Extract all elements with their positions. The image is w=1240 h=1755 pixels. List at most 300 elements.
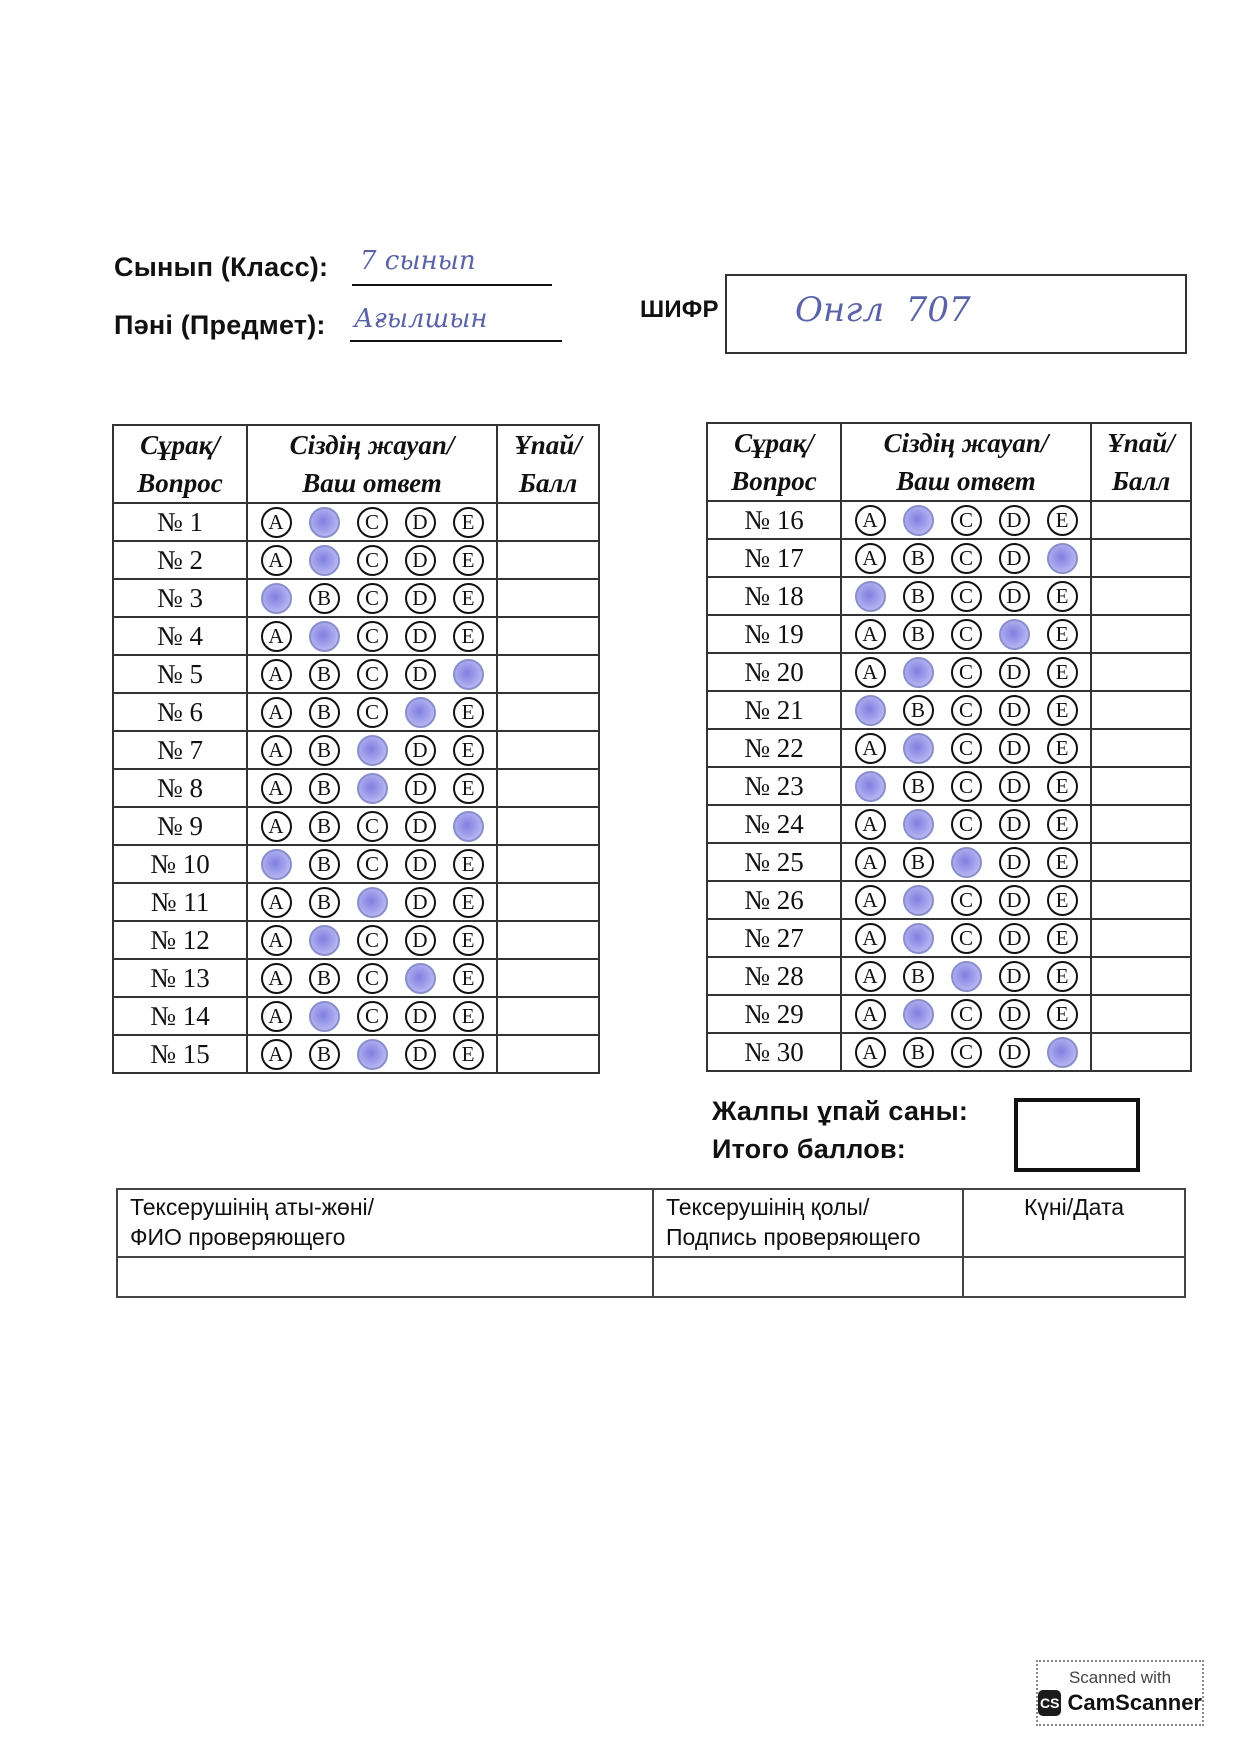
option-bubble-c[interactable]: C bbox=[951, 505, 982, 536]
answer-row bbox=[707, 539, 1191, 577]
option-bubble-a[interactable] bbox=[261, 849, 292, 880]
question-header: Сұрақ/ Вопрос bbox=[707, 423, 841, 501]
score-cell[interactable] bbox=[1091, 729, 1191, 767]
question-number: № 19 bbox=[707, 615, 841, 653]
answer-header: Сіздің жауап/ Ваш ответ bbox=[247, 425, 497, 503]
option-bubble-e[interactable]: E bbox=[453, 1039, 484, 1070]
question-number: № 16 bbox=[707, 501, 841, 539]
score-cell[interactable] bbox=[1091, 577, 1191, 615]
option-bubble-b[interactable] bbox=[309, 545, 340, 576]
option-bubble-c[interactable]: C bbox=[951, 543, 982, 574]
question-number: № 23 bbox=[707, 767, 841, 805]
option-bubble-e[interactable]: E bbox=[1047, 809, 1078, 840]
answer-options bbox=[247, 769, 497, 807]
option-bubble-d[interactable]: D bbox=[405, 773, 436, 804]
option-bubble-d[interactable]: D bbox=[999, 771, 1030, 802]
score-cell[interactable] bbox=[497, 921, 599, 959]
question-number: № 26 bbox=[707, 881, 841, 919]
question-number: № 27 bbox=[707, 919, 841, 957]
option-bubble-c[interactable] bbox=[951, 961, 982, 992]
option-bubble-c[interactable]: C bbox=[951, 695, 982, 726]
score-header: Ұпай/ Балл bbox=[1091, 423, 1191, 501]
option-bubble-b[interactable]: B bbox=[309, 583, 340, 614]
cipher-box[interactable] bbox=[725, 274, 1187, 354]
option-bubble-b[interactable] bbox=[309, 507, 340, 538]
answer-options bbox=[841, 577, 1091, 615]
option-bubble-e[interactable]: E bbox=[1047, 657, 1078, 688]
option-bubble-c[interactable] bbox=[357, 1039, 388, 1070]
score-cell[interactable] bbox=[497, 503, 599, 541]
answer-row bbox=[707, 957, 1191, 995]
question-number: № 14 bbox=[113, 997, 247, 1035]
answer-row bbox=[113, 997, 599, 1035]
option-bubble-b[interactable] bbox=[309, 925, 340, 956]
answer-options bbox=[841, 501, 1091, 539]
option-bubble-c[interactable]: C bbox=[951, 923, 982, 954]
watermark-brand bbox=[1038, 1690, 1202, 1716]
question-number: № 6 bbox=[113, 693, 247, 731]
answer-options bbox=[841, 729, 1091, 767]
question-number: № 3 bbox=[113, 579, 247, 617]
option-bubble-d[interactable]: D bbox=[405, 811, 436, 842]
option-bubble-e[interactable] bbox=[1047, 1037, 1078, 1068]
option-bubble-d[interactable]: D bbox=[999, 847, 1030, 878]
option-bubble-c[interactable]: C bbox=[357, 811, 388, 842]
option-bubble-b[interactable]: B bbox=[309, 887, 340, 918]
question-number: № 4 bbox=[113, 617, 247, 655]
total-label-ru: Итого баллов: bbox=[712, 1134, 906, 1164]
score-cell[interactable] bbox=[497, 541, 599, 579]
option-bubble-a[interactable]: A bbox=[855, 809, 886, 840]
score-cell[interactable] bbox=[1091, 615, 1191, 653]
option-bubble-b[interactable]: B bbox=[903, 771, 934, 802]
subject-label: Пәні (Предмет): bbox=[114, 310, 326, 340]
option-bubble-a[interactable]: A bbox=[261, 963, 292, 994]
option-bubble-c[interactable]: C bbox=[951, 999, 982, 1030]
option-bubble-e[interactable]: E bbox=[1047, 847, 1078, 878]
option-bubble-e[interactable] bbox=[453, 659, 484, 690]
answer-options bbox=[841, 843, 1091, 881]
question-number: № 2 bbox=[113, 541, 247, 579]
option-bubble-d[interactable] bbox=[999, 619, 1030, 650]
answer-row bbox=[113, 1035, 599, 1073]
option-bubble-a[interactable]: A bbox=[261, 545, 292, 576]
option-bubble-d[interactable]: D bbox=[999, 543, 1030, 574]
score-cell[interactable] bbox=[497, 731, 599, 769]
option-bubble-a[interactable]: A bbox=[855, 657, 886, 688]
option-bubble-c[interactable]: C bbox=[951, 581, 982, 612]
option-bubble-a[interactable]: A bbox=[261, 1039, 292, 1070]
answer-row bbox=[113, 503, 599, 541]
total-label-kz: Жалпы ұпай саны: bbox=[712, 1096, 969, 1126]
answer-row bbox=[707, 881, 1191, 919]
answer-row bbox=[707, 843, 1191, 881]
option-bubble-a[interactable]: A bbox=[855, 1037, 886, 1068]
class-label: Сынып (Класс): bbox=[114, 252, 329, 282]
option-bubble-d[interactable]: D bbox=[999, 961, 1030, 992]
option-bubble-e[interactable]: E bbox=[1047, 771, 1078, 802]
option-bubble-d[interactable]: D bbox=[999, 923, 1030, 954]
option-bubble-a[interactable]: A bbox=[261, 773, 292, 804]
answer-row bbox=[707, 577, 1191, 615]
score-cell[interactable] bbox=[1091, 881, 1191, 919]
option-bubble-b[interactable] bbox=[903, 809, 934, 840]
answer-row bbox=[707, 805, 1191, 843]
option-bubble-b[interactable]: B bbox=[903, 1037, 934, 1068]
answer-row bbox=[113, 655, 599, 693]
option-bubble-a[interactable]: A bbox=[261, 697, 292, 728]
option-bubble-c[interactable]: C bbox=[951, 809, 982, 840]
answer-options bbox=[247, 503, 497, 541]
question-number: № 11 bbox=[113, 883, 247, 921]
score-cell[interactable] bbox=[497, 579, 599, 617]
date-header: Күні/Дата bbox=[963, 1189, 1185, 1257]
answer-table-right bbox=[706, 422, 1192, 1072]
option-bubble-b[interactable] bbox=[309, 621, 340, 652]
option-bubble-d[interactable]: D bbox=[999, 581, 1030, 612]
question-number: № 22 bbox=[707, 729, 841, 767]
option-bubble-a[interactable]: A bbox=[261, 1001, 292, 1032]
option-bubble-d[interactable]: D bbox=[405, 1039, 436, 1070]
answer-options bbox=[841, 957, 1091, 995]
answer-table-header bbox=[707, 423, 1191, 501]
score-cell[interactable] bbox=[1091, 805, 1191, 843]
option-bubble-c[interactable] bbox=[357, 887, 388, 918]
cipher-label: ШИФР bbox=[640, 296, 719, 323]
option-bubble-d[interactable]: D bbox=[999, 999, 1030, 1030]
option-bubble-e[interactable]: E bbox=[1047, 581, 1078, 612]
score-cell[interactable] bbox=[1091, 957, 1191, 995]
answer-options bbox=[247, 959, 497, 997]
option-bubble-d[interactable]: D bbox=[999, 505, 1030, 536]
score-cell[interactable] bbox=[497, 997, 599, 1035]
option-bubble-b[interactable]: B bbox=[309, 735, 340, 766]
question-number: № 13 bbox=[113, 959, 247, 997]
option-bubble-e[interactable]: E bbox=[1047, 923, 1078, 954]
option-bubble-b[interactable]: B bbox=[309, 849, 340, 880]
answer-row bbox=[707, 729, 1191, 767]
answer-row bbox=[113, 579, 599, 617]
total-score-box[interactable] bbox=[1014, 1098, 1140, 1172]
answer-row bbox=[113, 731, 599, 769]
question-number: № 28 bbox=[707, 957, 841, 995]
option-bubble-c[interactable]: C bbox=[357, 659, 388, 690]
score-cell[interactable] bbox=[497, 807, 599, 845]
score-cell[interactable] bbox=[497, 655, 599, 693]
option-bubble-e[interactable]: E bbox=[453, 773, 484, 804]
option-bubble-a[interactable]: A bbox=[261, 811, 292, 842]
examiner-table bbox=[116, 1188, 1186, 1298]
option-bubble-b[interactable]: B bbox=[903, 543, 934, 574]
option-bubble-d[interactable] bbox=[405, 697, 436, 728]
answer-row bbox=[113, 921, 599, 959]
option-bubble-d[interactable]: D bbox=[405, 1001, 436, 1032]
question-number: № 5 bbox=[113, 655, 247, 693]
subject-handwritten-value: Ағылшын bbox=[354, 304, 488, 334]
option-bubble-e[interactable]: E bbox=[1047, 733, 1078, 764]
examiner-signature-header: Тексерушінің қолы/ Подпись проверяющего bbox=[653, 1189, 963, 1257]
score-cell[interactable] bbox=[1091, 919, 1191, 957]
option-bubble-e[interactable]: E bbox=[453, 507, 484, 538]
option-bubble-e[interactable]: E bbox=[453, 887, 484, 918]
question-number: № 9 bbox=[113, 807, 247, 845]
answer-row bbox=[113, 769, 599, 807]
answer-options bbox=[247, 655, 497, 693]
option-bubble-d[interactable]: D bbox=[405, 545, 436, 576]
question-number: № 12 bbox=[113, 921, 247, 959]
answer-table-left bbox=[112, 424, 600, 1074]
option-bubble-d[interactable]: D bbox=[405, 659, 436, 690]
option-bubble-a[interactable]: A bbox=[855, 885, 886, 916]
score-cell[interactable] bbox=[1091, 1033, 1191, 1071]
option-bubble-d[interactable]: D bbox=[999, 657, 1030, 688]
question-number: № 18 bbox=[707, 577, 841, 615]
option-bubble-e[interactable]: E bbox=[453, 735, 484, 766]
answer-options bbox=[841, 995, 1091, 1033]
examiner-signature-cell[interactable] bbox=[653, 1257, 963, 1297]
answer-options bbox=[841, 539, 1091, 577]
question-number: № 30 bbox=[707, 1033, 841, 1071]
option-bubble-d[interactable]: D bbox=[405, 507, 436, 538]
option-bubble-a[interactable]: A bbox=[261, 507, 292, 538]
answer-row bbox=[707, 1033, 1191, 1071]
option-bubble-c[interactable]: C bbox=[951, 619, 982, 650]
option-bubble-a[interactable] bbox=[855, 771, 886, 802]
answer-header: Сіздің жауап/ Ваш ответ bbox=[841, 423, 1091, 501]
option-bubble-b[interactable]: B bbox=[903, 961, 934, 992]
option-bubble-a[interactable]: A bbox=[855, 847, 886, 878]
question-number: № 8 bbox=[113, 769, 247, 807]
question-number: № 21 bbox=[707, 691, 841, 729]
option-bubble-d[interactable] bbox=[405, 963, 436, 994]
option-bubble-b[interactable]: B bbox=[309, 963, 340, 994]
option-bubble-d[interactable]: D bbox=[999, 733, 1030, 764]
option-bubble-a[interactable]: A bbox=[261, 735, 292, 766]
answer-row bbox=[113, 959, 599, 997]
question-header: Сұрақ/ Вопрос bbox=[113, 425, 247, 503]
option-bubble-e[interactable]: E bbox=[453, 1001, 484, 1032]
option-bubble-e[interactable]: E bbox=[453, 621, 484, 652]
option-bubble-a[interactable]: A bbox=[855, 619, 886, 650]
answer-options bbox=[247, 1035, 497, 1073]
option-bubble-e[interactable]: E bbox=[1047, 885, 1078, 916]
answer-row bbox=[707, 615, 1191, 653]
option-bubble-c[interactable]: C bbox=[357, 507, 388, 538]
option-bubble-e[interactable]: E bbox=[453, 963, 484, 994]
option-bubble-c[interactable] bbox=[357, 773, 388, 804]
date-cell[interactable] bbox=[963, 1257, 1185, 1297]
answer-options bbox=[247, 921, 497, 959]
option-bubble-b[interactable]: B bbox=[903, 619, 934, 650]
option-bubble-b[interactable] bbox=[903, 733, 934, 764]
option-bubble-d[interactable]: D bbox=[405, 887, 436, 918]
question-number: № 17 bbox=[707, 539, 841, 577]
option-bubble-a[interactable]: A bbox=[261, 887, 292, 918]
question-number: № 7 bbox=[113, 731, 247, 769]
option-bubble-a[interactable]: A bbox=[855, 543, 886, 574]
option-bubble-e[interactable] bbox=[453, 811, 484, 842]
answer-options bbox=[841, 805, 1091, 843]
option-bubble-e[interactable] bbox=[1047, 543, 1078, 574]
answer-options bbox=[841, 1033, 1091, 1071]
score-cell[interactable] bbox=[1091, 501, 1191, 539]
option-bubble-b[interactable] bbox=[903, 505, 934, 536]
score-cell[interactable] bbox=[1091, 843, 1191, 881]
score-cell[interactable] bbox=[497, 693, 599, 731]
score-cell[interactable] bbox=[1091, 653, 1191, 691]
option-bubble-e[interactable]: E bbox=[1047, 619, 1078, 650]
option-bubble-a[interactable]: A bbox=[855, 733, 886, 764]
option-bubble-d[interactable]: D bbox=[405, 735, 436, 766]
answer-row bbox=[707, 767, 1191, 805]
score-cell[interactable] bbox=[497, 1035, 599, 1073]
option-bubble-c[interactable]: C bbox=[951, 657, 982, 688]
answer-options bbox=[247, 617, 497, 655]
answer-row bbox=[113, 807, 599, 845]
option-bubble-e[interactable]: E bbox=[453, 849, 484, 880]
option-bubble-d[interactable]: D bbox=[999, 1037, 1030, 1068]
option-bubble-a[interactable] bbox=[261, 583, 292, 614]
cipher-handwritten-value: Онгл 707 bbox=[795, 290, 971, 330]
question-number: № 10 bbox=[113, 845, 247, 883]
question-number: № 29 bbox=[707, 995, 841, 1033]
answer-row bbox=[113, 617, 599, 655]
examiner-name-cell[interactable] bbox=[117, 1257, 653, 1297]
option-bubble-b[interactable]: B bbox=[309, 773, 340, 804]
option-bubble-c[interactable]: C bbox=[357, 1001, 388, 1032]
option-bubble-e[interactable]: E bbox=[453, 583, 484, 614]
option-bubble-b[interactable]: B bbox=[903, 581, 934, 612]
option-bubble-c[interactable]: C bbox=[357, 621, 388, 652]
watermark-line1: Scanned with bbox=[1068, 1668, 1172, 1687]
answer-options bbox=[247, 693, 497, 731]
option-bubble-a[interactable] bbox=[855, 695, 886, 726]
option-bubble-d[interactable]: D bbox=[405, 621, 436, 652]
option-bubble-b[interactable]: B bbox=[903, 695, 934, 726]
option-bubble-d[interactable]: D bbox=[405, 583, 436, 614]
option-bubble-c[interactable]: C bbox=[951, 771, 982, 802]
answer-options bbox=[247, 997, 497, 1035]
option-bubble-c[interactable]: C bbox=[357, 925, 388, 956]
option-bubble-b[interactable] bbox=[903, 923, 934, 954]
answer-row bbox=[707, 501, 1191, 539]
answer-row bbox=[113, 845, 599, 883]
option-bubble-e[interactable]: E bbox=[453, 925, 484, 956]
option-bubble-c[interactable]: C bbox=[357, 583, 388, 614]
answer-row bbox=[707, 995, 1191, 1033]
option-bubble-b[interactable] bbox=[903, 885, 934, 916]
option-bubble-e[interactable]: E bbox=[1047, 505, 1078, 536]
answer-options bbox=[841, 691, 1091, 729]
option-bubble-b[interactable]: B bbox=[309, 811, 340, 842]
option-bubble-c[interactable]: C bbox=[357, 545, 388, 576]
answer-options bbox=[247, 541, 497, 579]
option-bubble-a[interactable]: A bbox=[261, 925, 292, 956]
option-bubble-c[interactable]: C bbox=[951, 1037, 982, 1068]
answer-options bbox=[841, 615, 1091, 653]
option-bubble-d[interactable]: D bbox=[405, 849, 436, 880]
option-bubble-b[interactable] bbox=[903, 657, 934, 688]
option-bubble-e[interactable]: E bbox=[1047, 961, 1078, 992]
option-bubble-c[interactable]: C bbox=[357, 697, 388, 728]
score-cell[interactable] bbox=[497, 959, 599, 997]
option-bubble-d[interactable]: D bbox=[999, 809, 1030, 840]
answer-options bbox=[247, 845, 497, 883]
watermark-line2: CamScanner bbox=[1067, 1690, 1202, 1715]
score-cell[interactable] bbox=[497, 883, 599, 921]
option-bubble-e[interactable]: E bbox=[453, 697, 484, 728]
option-bubble-c[interactable]: C bbox=[951, 885, 982, 916]
answer-options bbox=[247, 579, 497, 617]
answer-row bbox=[707, 653, 1191, 691]
class-handwritten-value: 7 сынып bbox=[360, 246, 476, 276]
option-bubble-e[interactable]: E bbox=[1047, 695, 1078, 726]
option-bubble-e[interactable]: E bbox=[1047, 999, 1078, 1030]
score-cell[interactable] bbox=[1091, 691, 1191, 729]
examiner-name-header: Тексерушінің аты-жөні/ ФИО проверяющего bbox=[117, 1189, 653, 1257]
answer-options bbox=[247, 731, 497, 769]
option-bubble-c[interactable]: C bbox=[357, 849, 388, 880]
option-bubble-d[interactable]: D bbox=[999, 885, 1030, 916]
option-bubble-b[interactable] bbox=[903, 999, 934, 1030]
option-bubble-b[interactable]: B bbox=[903, 847, 934, 878]
option-bubble-c[interactable] bbox=[951, 847, 982, 878]
option-bubble-c[interactable]: C bbox=[951, 733, 982, 764]
option-bubble-c[interactable]: C bbox=[357, 963, 388, 994]
option-bubble-a[interactable]: A bbox=[855, 961, 886, 992]
score-cell[interactable] bbox=[1091, 995, 1191, 1033]
class-field[interactable] bbox=[352, 244, 552, 286]
camscanner-watermark bbox=[1036, 1660, 1204, 1726]
subject-field[interactable] bbox=[350, 300, 562, 342]
question-number: № 15 bbox=[113, 1035, 247, 1073]
camscanner-logo-icon: CS bbox=[1038, 1690, 1061, 1716]
answer-row bbox=[113, 541, 599, 579]
option-bubble-a[interactable]: A bbox=[855, 923, 886, 954]
answer-options bbox=[841, 881, 1091, 919]
option-bubble-e[interactable]: E bbox=[453, 545, 484, 576]
score-cell[interactable] bbox=[497, 769, 599, 807]
question-number: № 1 bbox=[113, 503, 247, 541]
score-cell[interactable] bbox=[497, 617, 599, 655]
option-bubble-d[interactable]: D bbox=[405, 925, 436, 956]
option-bubble-d[interactable]: D bbox=[999, 695, 1030, 726]
option-bubble-a[interactable]: A bbox=[261, 621, 292, 652]
question-number: № 20 bbox=[707, 653, 841, 691]
answer-options bbox=[247, 807, 497, 845]
option-bubble-a[interactable] bbox=[855, 581, 886, 612]
score-cell[interactable] bbox=[1091, 539, 1191, 577]
option-bubble-c[interactable] bbox=[357, 735, 388, 766]
option-bubble-b[interactable] bbox=[309, 1001, 340, 1032]
option-bubble-a[interactable]: A bbox=[855, 999, 886, 1030]
option-bubble-b[interactable]: B bbox=[309, 697, 340, 728]
score-cell[interactable] bbox=[497, 845, 599, 883]
score-header: Ұпай/ Балл bbox=[497, 425, 599, 503]
option-bubble-a[interactable]: A bbox=[261, 659, 292, 690]
option-bubble-b[interactable]: B bbox=[309, 1039, 340, 1070]
option-bubble-a[interactable]: A bbox=[855, 505, 886, 536]
answer-table-header bbox=[113, 425, 599, 503]
answer-options bbox=[841, 767, 1091, 805]
answer-options bbox=[247, 883, 497, 921]
question-number: № 24 bbox=[707, 805, 841, 843]
option-bubble-b[interactable]: B bbox=[309, 659, 340, 690]
answer-row bbox=[707, 691, 1191, 729]
answer-options bbox=[841, 653, 1091, 691]
question-number: № 25 bbox=[707, 843, 841, 881]
score-cell[interactable] bbox=[1091, 767, 1191, 805]
